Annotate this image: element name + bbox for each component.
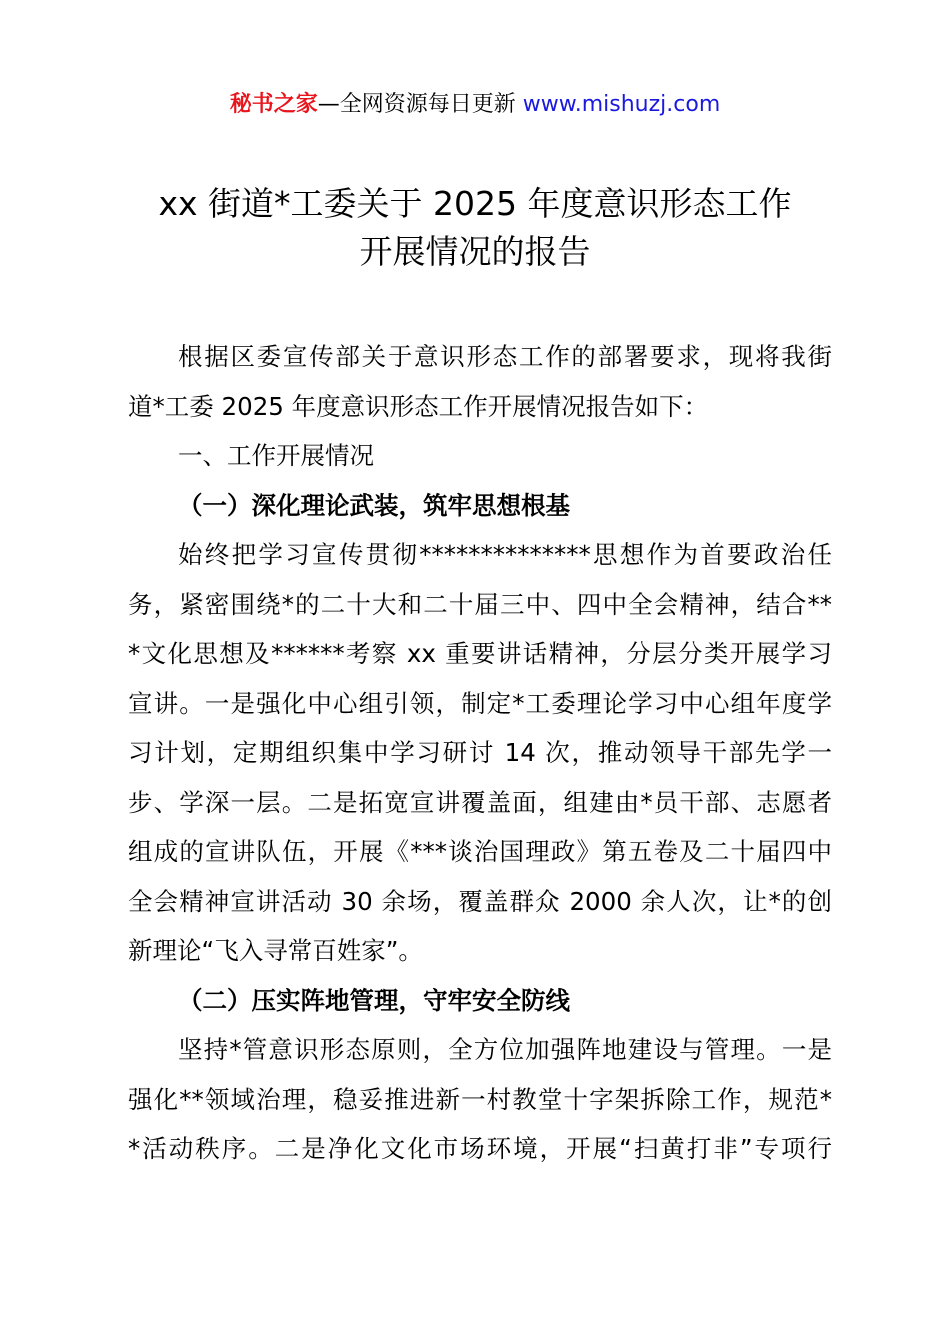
document-title-line-1: xx 街道*工委关于 2025 年度意识形态工作 — [158, 184, 792, 223]
banner-slogan: —全网资源每日更新 — [317, 92, 523, 117]
paragraph-line: *文化思想及******考察 xx 重要讲话精神，分层分类开展学习 — [128, 639, 832, 668]
paragraph-line: 习计划，定期组织集中学习研讨 14 次，推动领导干部先学一 — [128, 738, 832, 767]
paragraph-line: 务，紧密围绕*的二十大和二十届三中、四中全会精神，结合** — [128, 590, 832, 619]
intro-paragraph-line: 道*工委 2025 年度意识形态工作开展情况报告如下： — [128, 392, 709, 421]
subsection-heading-1: （一）深化理论武装，筑牢思想根基 — [178, 491, 570, 520]
paragraph-line: 全会精神宣讲活动 30 余场，覆盖群众 2000 余人次，让*的创 — [128, 887, 832, 916]
paragraph-line: 强化**领域治理，稳妥推进新一村教堂十字架拆除工作，规范* — [128, 1085, 832, 1114]
paragraph-line: *活动秩序。二是净化文化市场环境，开展“扫黄打非”专项行 — [128, 1134, 832, 1163]
paragraph-line: 宣讲。一是强化中心组引领，制定*工委理论学习中心组年度学 — [128, 689, 832, 718]
paragraph-line: 新理论“飞入寻常百姓家”。 — [128, 936, 423, 965]
document-title-line-2: 开展情况的报告 — [359, 232, 591, 271]
brand-name: 秘书之家 — [229, 92, 318, 117]
paragraph-line: 始终把学习宣传贯彻**************思想作为首要政治任 — [178, 540, 832, 569]
paragraph-line: 步、学深一层。二是拓宽宣讲覆盖面，组建由*员干部、志愿者 — [128, 788, 832, 817]
site-url-link[interactable]: www.mishuzj.com — [522, 92, 721, 117]
section-heading-1: 一、工作开展情况 — [178, 441, 374, 470]
paragraph-line: 坚持*管意识形态原则，全方位加强阵地建设与管理。一是 — [178, 1035, 832, 1064]
intro-paragraph-line: 根据区委宣传部关于意识形态工作的部署要求，现将我街 — [178, 342, 832, 371]
paragraph-line: 组成的宣讲队伍，开展《***谈治国理政》第五卷及二十届四中 — [128, 837, 832, 866]
site-banner — [0, 88, 950, 122]
subsection-heading-2: （二）压实阵地管理，守牢安全防线 — [178, 986, 570, 1015]
